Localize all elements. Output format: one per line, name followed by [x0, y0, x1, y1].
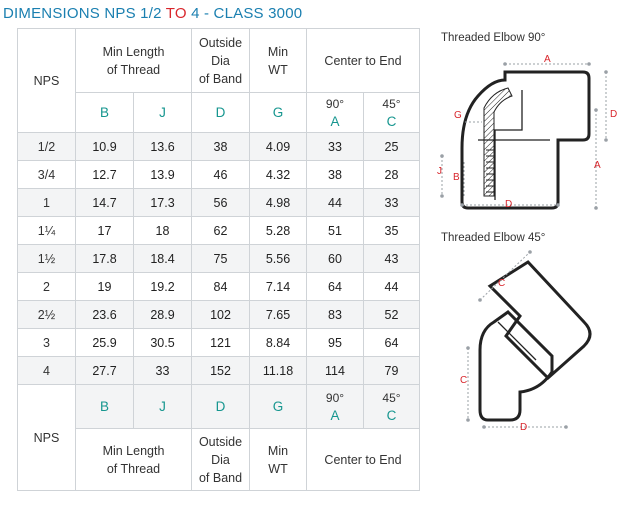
cell-d: 75: [192, 245, 250, 273]
footer-min-length-thread: [76, 429, 192, 491]
min-length-thread-line1: Min Length: [102, 44, 165, 59]
cell-a: 44: [307, 189, 364, 217]
label-j: J: [437, 166, 442, 177]
col-letter-j: J: [134, 93, 192, 133]
nps-header: NPS: [18, 29, 76, 133]
outside-dia-line2: Dia: [211, 53, 230, 68]
label-a-right: A: [594, 160, 601, 171]
cell-g: 7.14: [250, 273, 307, 301]
elbow45-inner: [498, 322, 536, 360]
cell-nps: 4: [18, 357, 76, 385]
label-d-bottom: D: [505, 199, 513, 210]
footer-letter-g: G: [250, 385, 307, 429]
title-to: TO: [165, 5, 187, 22]
col-letter-c: C: [386, 113, 397, 129]
cell-a: 95: [307, 329, 364, 357]
cell-d: 102: [192, 301, 250, 329]
elbow90-title: Threaded Elbow 90°: [441, 32, 546, 44]
col-letter-a: A: [330, 113, 340, 129]
label-g: G: [454, 110, 462, 121]
cell-g: 4.98: [250, 189, 307, 217]
cell-b: 23.6: [76, 301, 134, 329]
cell-j: 17.3: [134, 189, 192, 217]
cell-b: 19: [76, 273, 134, 301]
cell-nps: 2½: [18, 301, 76, 329]
footer-letter-c: C: [386, 407, 397, 423]
cell-g: 8.84: [250, 329, 307, 357]
footer-angle-45: [364, 385, 420, 429]
outside-dia-header: [192, 29, 250, 93]
cell-c: 43: [364, 245, 420, 273]
cell-j: 30.5: [134, 329, 192, 357]
footer-outside-dia: [192, 429, 250, 491]
cell-nps: 1½: [18, 245, 76, 273]
cell-b: 10.9: [76, 133, 134, 161]
cell-d: 56: [192, 189, 250, 217]
cell-nps: 1/2: [18, 133, 76, 161]
cell-a: 38: [307, 161, 364, 189]
table-row: [18, 133, 420, 161]
cell-j: 19.2: [134, 273, 192, 301]
title-suffix: 4 - CLASS 3000: [186, 5, 303, 22]
cell-j: 13.6: [134, 133, 192, 161]
cell-nps: 1¼: [18, 217, 76, 245]
elbow90-bore: [495, 90, 522, 200]
elbow45-title: Threaded Elbow 45°: [441, 232, 546, 244]
cell-c: 79: [364, 357, 420, 385]
table-row: [18, 217, 420, 245]
col-angle-90: [307, 93, 364, 133]
cell-b: 14.7: [76, 189, 134, 217]
footer-letter-b: B: [76, 385, 134, 429]
elbow45-body: [480, 312, 552, 420]
cell-a: 51: [307, 217, 364, 245]
nps-footer: NPS: [18, 385, 76, 491]
table-row: [18, 161, 420, 189]
cell-d: 38: [192, 133, 250, 161]
table-row: [18, 301, 420, 329]
label-c-diag: C: [498, 278, 506, 289]
min-wt-header: [250, 29, 307, 93]
cell-a: 83: [307, 301, 364, 329]
cell-b: 17.8: [76, 245, 134, 273]
label-d-45: D: [520, 422, 528, 433]
label-b: B: [453, 172, 460, 183]
cell-g: 5.56: [250, 245, 307, 273]
footer-min-wt: [250, 429, 307, 491]
table-row: [18, 245, 420, 273]
page-title: [3, 5, 302, 22]
col-letter-b: B: [76, 93, 134, 133]
footer-min-length-line2: of Thread: [106, 461, 161, 476]
footer-outside-dia-line3: of Band: [198, 470, 243, 485]
cell-c: 28: [364, 161, 420, 189]
cell-d: 62: [192, 217, 250, 245]
elbow90-drawing: [462, 72, 589, 208]
elbow-drawings: [425, 0, 620, 506]
cell-j: 18: [134, 217, 192, 245]
cell-b: 12.7: [76, 161, 134, 189]
cell-c: 35: [364, 217, 420, 245]
cell-d: 84: [192, 273, 250, 301]
title-prefix: DIMENSIONS NPS 1/2: [3, 5, 166, 22]
center-to-end-header: Center to End: [307, 29, 420, 93]
min-wt-line2: WT: [268, 62, 288, 77]
cell-a: 114: [307, 357, 364, 385]
cell-b: 27.7: [76, 357, 134, 385]
label-c-vert: C: [460, 375, 468, 386]
min-length-thread-line2: of Thread: [106, 62, 161, 77]
footer-outside-dia-line2: Dia: [211, 452, 230, 467]
cell-c: 33: [364, 189, 420, 217]
footer-letter-j: J: [134, 385, 192, 429]
table-row: [18, 329, 420, 357]
footer-angle-90: [307, 385, 364, 429]
min-wt-line1: Min: [267, 44, 289, 59]
table-row: [18, 189, 420, 217]
table-row: [18, 273, 420, 301]
outside-dia-line1: Outside: [198, 35, 243, 50]
cell-g: 11.18: [250, 357, 307, 385]
cell-g: 4.32: [250, 161, 307, 189]
label-d-right: D: [610, 109, 618, 120]
cell-nps: 2: [18, 273, 76, 301]
cell-a: 60: [307, 245, 364, 273]
cell-j: 18.4: [134, 245, 192, 273]
min-length-thread-header: [76, 29, 192, 93]
outside-dia-line3: of Band: [198, 71, 243, 86]
col-letter-g: G: [250, 93, 307, 133]
cell-j: 33: [134, 357, 192, 385]
cell-nps: 1: [18, 189, 76, 217]
col-letter-d: D: [192, 93, 250, 133]
footer-min-wt-line2: WT: [268, 461, 288, 476]
cell-d: 121: [192, 329, 250, 357]
elbow45-drawing: [480, 262, 590, 420]
footer-angle-45-label: 45°: [382, 390, 401, 405]
cell-g: 7.65: [250, 301, 307, 329]
cell-c: 52: [364, 301, 420, 329]
cell-j: 28.9: [134, 301, 192, 329]
dimensions-table: [17, 28, 420, 491]
cell-nps: 3: [18, 329, 76, 357]
footer-min-length-line1: Min Length: [102, 443, 165, 458]
cell-a: 33: [307, 133, 364, 161]
col-angle-45: [364, 93, 420, 133]
cell-d: 152: [192, 357, 250, 385]
cell-g: 5.28: [250, 217, 307, 245]
cell-g: 4.09: [250, 133, 307, 161]
angle-45-label: 45°: [382, 96, 401, 111]
cell-d: 46: [192, 161, 250, 189]
angle-90-label: 90°: [325, 96, 345, 111]
elbow90-dimensions: [440, 62, 608, 210]
cell-b: 25.9: [76, 329, 134, 357]
cell-j: 13.9: [134, 161, 192, 189]
cell-c: 25: [364, 133, 420, 161]
cell-b: 17: [76, 217, 134, 245]
elbow45-labels: [460, 278, 527, 433]
footer-angle-90-label: 90°: [325, 390, 345, 405]
footer-outside-dia-line1: Outside: [198, 434, 243, 449]
cell-c: 64: [364, 329, 420, 357]
table-row: [18, 357, 420, 385]
cell-c: 44: [364, 273, 420, 301]
footer-letter-d: D: [192, 385, 250, 429]
cell-nps: 3/4: [18, 161, 76, 189]
footer-letter-a: A: [330, 407, 340, 423]
cell-a: 64: [307, 273, 364, 301]
label-a-top: A: [544, 54, 551, 65]
footer-min-wt-line1: Min: [267, 443, 289, 458]
footer-center-to-end: Center to End: [307, 429, 420, 491]
